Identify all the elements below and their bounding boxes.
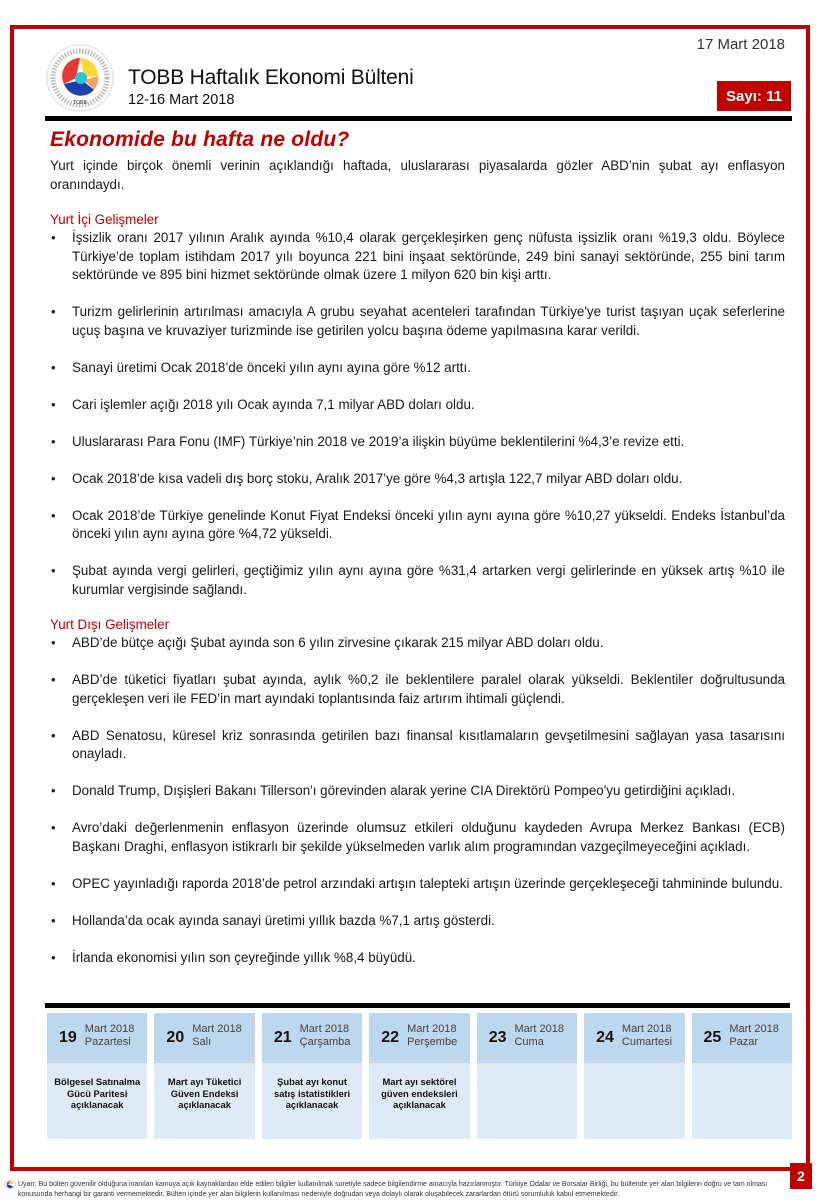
day-number: 19 [59, 1029, 77, 1046]
tobb-mini-logo-icon [4, 1180, 16, 1189]
foreign-list [50, 634, 785, 967]
day-event: Mart ayı sektörel güven endeksleri açıklanacak [369, 1063, 469, 1139]
day-weekday: Pazartesi [84, 1036, 131, 1048]
day-month: Mart 2018 [192, 1023, 242, 1035]
main-content [50, 128, 785, 967]
svg-text:TOBB: TOBB [73, 100, 87, 106]
day-number: 25 [703, 1029, 722, 1046]
list-item: • Donald Trump, Dışişleri Bakanı Tillerson'ı görevinden alarak yerine CIA Direktörü Pompeo'yu getirdiğini açıkladı. [50, 782, 785, 801]
list-item: • Avro’daki değerlenmenin enflasyon üzerinde olumsuz etkileri olduğunu kaydeden Avrupa Merkez Bankası (ECB) Başkanı Draghi, enflasyon istikrarlı bir şekilde yükselmeden varlık alım programından vazgeçilmeyeceğini açıkladı. [50, 819, 785, 856]
day-event [692, 1063, 792, 1139]
calendar-day-header [47, 1013, 147, 1063]
page-number: 2 [790, 1163, 812, 1189]
list-item: • İşsizlik oranı 2017 yılının Aralık ayında %10,4 olarak gerçekleşirken genç nüfusta işsizlik oranı %19,3 oldu. Böylece Türkiye’de toplam istihdam 2017 yılı boyunca 221 bini inşaat sektöründe, 249 bini sanayi sektöründe, 255 bini tarım sektöründe ve 895 bini hizmet sektöründe olmak üzere 1 milyon 620 bin kişi arttı. [50, 229, 785, 285]
day-event [477, 1063, 577, 1139]
day-event: Mart ayı Tüketici Güven Endeksi açıklanacak [154, 1063, 254, 1139]
list-item: • ABD’de bütçe açığı Şubat ayında son 6 yılın zirvesine çıkarak 215 milyar ABD doları oldu. [50, 634, 785, 653]
day-number: 20 [166, 1029, 185, 1046]
day-number: 21 [273, 1029, 292, 1046]
list-item: • Uluslararası Para Fonu (IMF) Türkiye’nin 2018 ve 2019’a ilişkin büyüme beklentilerini %4,3’e revize etti. [50, 433, 785, 452]
bulletin-title: TOBB Haftalık Ekonomi Bülteni [128, 66, 414, 89]
header-divider [45, 116, 792, 121]
section-title-domestic: Yurt İçi Gelişmeler [50, 212, 159, 227]
tobb-logo-icon [46, 44, 114, 112]
calendar-day [692, 1013, 792, 1139]
day-month: Mart 2018 [299, 1023, 350, 1035]
list-item: • Hollanda’da ocak ayında sanayi üretimi yıllık bazda %7,1 artış gösterdi. [50, 912, 785, 931]
list-item: • OPEC yayınladığı raporda 2018’de petrol arzındaki artışın talepteki artışın üzerinde gerçekleşeceği tahmininde bulundu. [50, 875, 785, 894]
intro-text: Yurt içinde birçok önemli verinin açıklandığı haftada, uluslararası piyasalarda gözler ABD’nin şubat ayı enflasyon oranındaydı. [50, 158, 785, 192]
calendar-day-header [262, 1013, 362, 1063]
calendar-day-header [369, 1013, 469, 1063]
list-item: • Cari işlemler açığı 2018 yılı Ocak ayında 7,1 milyar ABD doları oldu. [50, 396, 785, 415]
list-item: • İrlanda ekonomisi yılın son çeyreğinde yıllık %8,4 büyüdü. [50, 949, 785, 968]
list-item: • ABD Senatosu, küresel kriz sonrasında getirilen bazı finansal kısıtlamaların gevşetilmesini sağlayan yasa tasarısını onayladı. [50, 727, 785, 764]
day-weekday: Salı [192, 1036, 212, 1048]
calendar-day [154, 1013, 254, 1139]
list-item: • Turizm gelirlerinin artırılması amacıyla A grubu seyahat acenteleri tarafından Türkiye'ye turist taşıyan uçak seferlerine uçuş başına ve kruvaziyer turizminde ise getirilen yolcu başına ödeme yapılmasına karar verildi. [50, 303, 785, 340]
day-number: 22 [381, 1029, 400, 1046]
calendar-day [584, 1013, 684, 1139]
calendar-day [369, 1013, 469, 1139]
day-weekday: Cuma [514, 1036, 544, 1048]
day-weekday: Cumartesi [621, 1036, 673, 1048]
calendar-day-header [584, 1013, 684, 1063]
section-title-foreign: Yurt Dışı Gelişmeler [50, 617, 170, 632]
list-item: • ABD’de tüketici fiyatları şubat ayında, aylık %0,2 ile beklentilere paralel olarak yükseldi. Beklentiler doğrultusunda gerçekleşen veri ile FED’in mart ayındaki toplantısında faiz artırım ihtimali güçlendi. [50, 671, 785, 708]
day-weekday: Pazar [729, 1036, 759, 1048]
list-item: • Ocak 2018’de Türkiye genelinde Konut Fiyat Endeksi önceki yılın aynı ayına göre %10,27 yükseldi. Endeks İstanbul’da önceki yılın aynı ayına göre %4,72 yükseldi. [50, 507, 785, 544]
day-number: 23 [488, 1029, 507, 1046]
day-event [584, 1063, 684, 1139]
calendar-divider [45, 1003, 790, 1008]
day-month: Mart 2018 [621, 1023, 672, 1035]
day-number: 24 [596, 1029, 614, 1046]
day-weekday: Perşembe [407, 1036, 458, 1048]
bulletin-date: 17 Mart 2018 [696, 36, 785, 53]
disclaimer-text: Uyarı: Bu bülten güvenilir olduğuna inanılan kamuya açık kaynaklardan elde edilen bilgiler kullanılmak suretiyle sadece bilgilendirme amacıyla hazırlanmıştır. Türkiye Odalar ve Borsalar Birliği, bu bültende yer alan bilgilerin doğru ve tam olması konusunda herhangi bir garanti vermemektedir. Bülten içinde yer alan bilgilerin kullanılması nedeniyle doğrudan veya dolaylı olarak oluşabilecek zararlardan ötürü sorumluluk kabul etmemektedir. [18, 1181, 768, 1198]
list-item: • Ocak 2018’de kısa vadeli dış borç stoku, Aralık 2017’ye göre %4,3 artışla 122,7 milyar ABD doları oldu. [50, 470, 785, 489]
day-month: Mart 2018 [729, 1023, 779, 1035]
day-month: Mart 2018 [84, 1023, 135, 1035]
day-event: Bölgesel Satınalma Gücü Paritesi açıklanacak [47, 1063, 147, 1139]
headline: Ekonomide bu hafta ne oldu? [50, 128, 350, 151]
calendar-day [477, 1013, 577, 1139]
weekly-calendar [47, 1013, 792, 1139]
calendar-day-header [692, 1013, 792, 1063]
day-month: Mart 2018 [514, 1023, 565, 1035]
list-item: • Şubat ayında vergi gelirleri, geçtiğimiz yılın aynı ayına göre %31,4 artarken vergi gelirlerinde en yüksek artış %10 ile kurumlar vergisinde sağlandı. [50, 562, 785, 599]
calendar-day-header [477, 1013, 577, 1063]
day-weekday: Çarşamba [299, 1036, 351, 1048]
bulletin-period: 12-16 Mart 2018 [128, 92, 235, 108]
issue-badge: Sayı: 11 [717, 81, 791, 111]
day-event: Şubat ayı konut satış istatistikleri açıklanacak [262, 1063, 362, 1139]
list-item: • Sanayi üretimi Ocak 2018’de önceki yılın aynı ayına göre %12 arttı. [50, 359, 785, 378]
calendar-day-header [154, 1013, 254, 1063]
calendar-day [47, 1013, 147, 1139]
calendar-day [262, 1013, 362, 1139]
day-month: Mart 2018 [407, 1023, 457, 1035]
domestic-list [50, 229, 785, 599]
